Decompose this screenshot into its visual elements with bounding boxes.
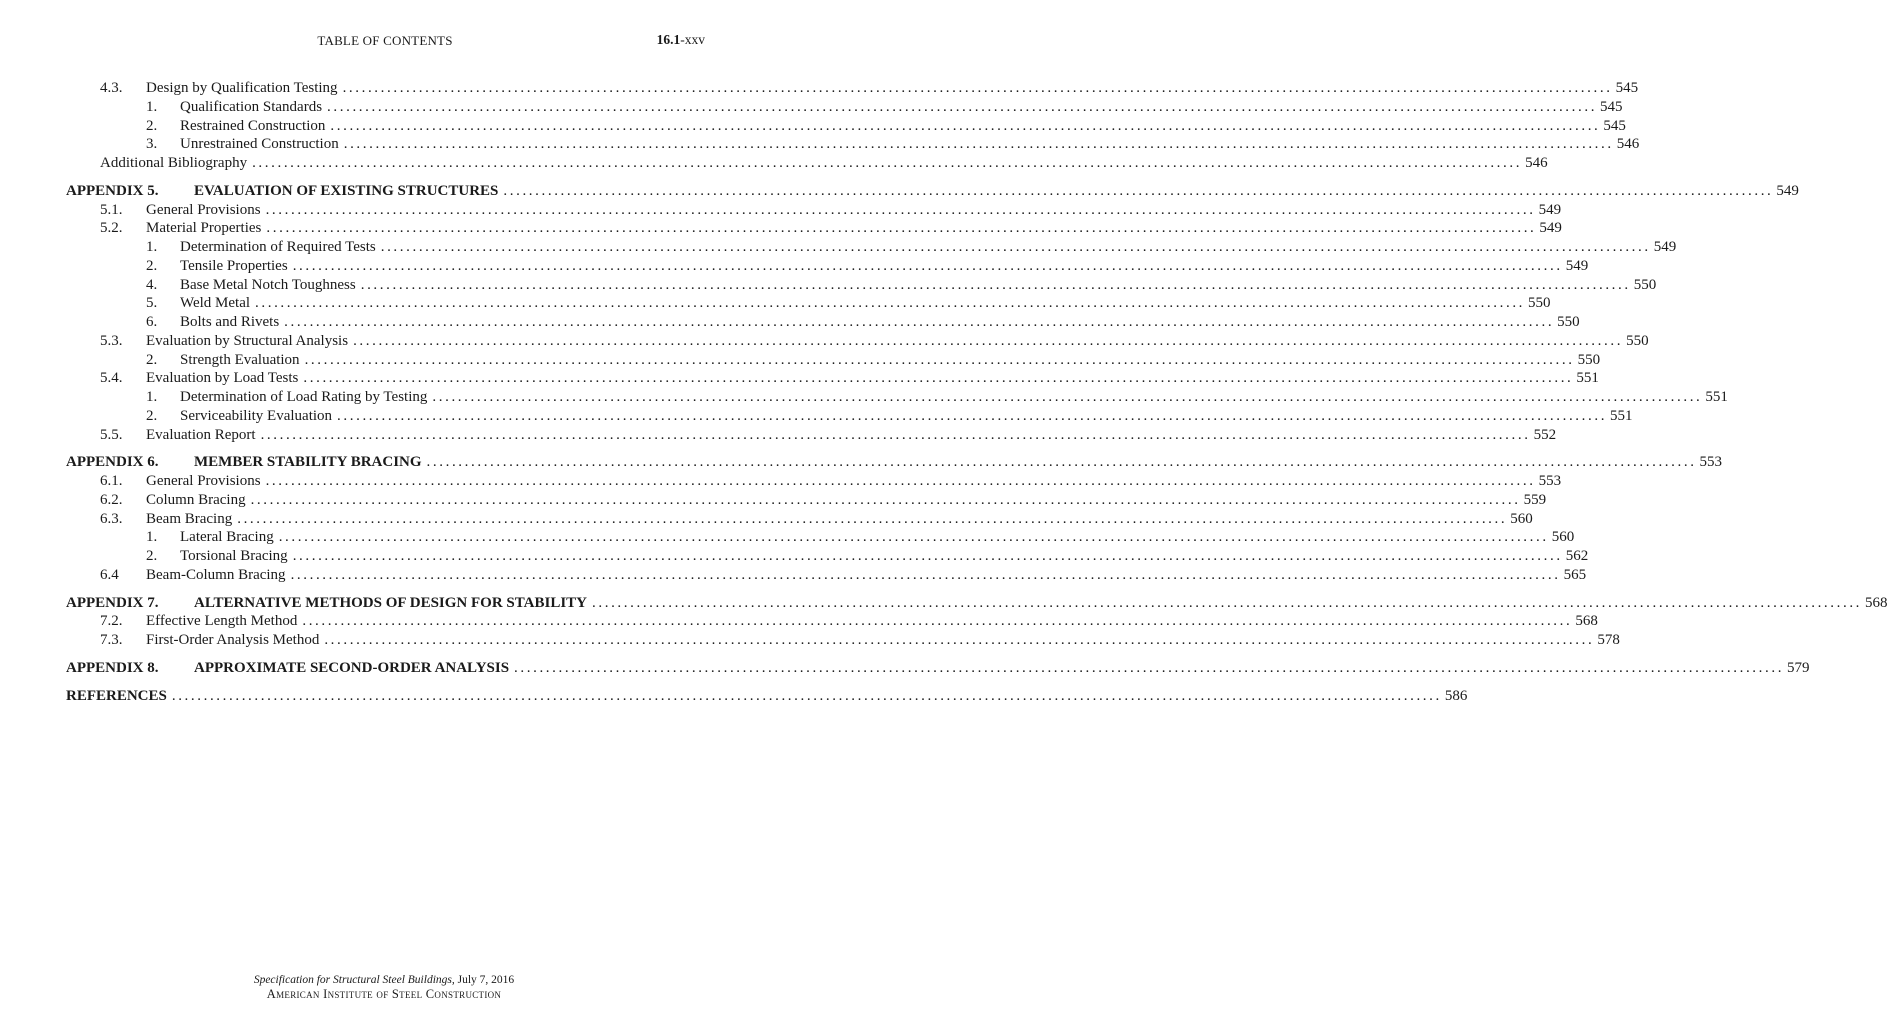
toc-entry-title: REFERENCES [66, 687, 167, 704]
toc-entry-title: Base Metal Notch Toughness [180, 276, 356, 293]
toc-entry-title-line [194, 181, 1799, 201]
toc-entry-number: 5.1. [100, 201, 123, 218]
toc-entry-number: APPENDIX 6. [66, 454, 159, 471]
toc-entry [0, 425, 1557, 445]
toc-entry-number: 2. [146, 548, 158, 564]
toc-entry-page: 549 [1539, 220, 1562, 237]
toc-entry-title-line [180, 406, 1633, 426]
toc-entry [0, 218, 1562, 238]
toc-entry-number: 6. [146, 314, 158, 330]
dot-leader: ........................................................................................................................................................................................................ [292, 548, 1563, 564]
toc-entry-number: 5.3. [100, 332, 123, 349]
toc-entry-title: Design by Qualification Testing [146, 80, 338, 96]
toc-entry-number: 6.3. [100, 510, 123, 527]
toc-entry-number: 4.3. [100, 80, 123, 96]
toc-entry-title: Evaluation by Load Tests [146, 370, 299, 387]
toc-entry-title-line [194, 658, 1810, 678]
toc-entry-page: 568 [1575, 613, 1598, 630]
toc-entry-title: Lateral Bracing [180, 529, 274, 546]
toc-entry-page: 550 [1633, 276, 1657, 293]
dot-leader: ........................................................................................................................................................................................................ [353, 332, 1624, 349]
toc-entry-number: 2. [146, 257, 158, 274]
toc-entry [0, 527, 1575, 547]
toc-entry-page: 549 [1565, 257, 1589, 274]
dot-leader: ........................................................................................................................................................................................................ [432, 389, 1703, 405]
toc-entry-title: Determination of Load Rating by Testing [180, 389, 428, 405]
dot-leader: ........................................................................................................................................................................................................ [237, 510, 1508, 527]
toc-entry-title: Weld Metal [180, 295, 251, 312]
toc-entry [0, 593, 1888, 613]
toc-entry-page: 552 [1533, 426, 1557, 443]
footer-date: July 7, 2016 [457, 974, 515, 986]
toc-entry-page: 550 [1626, 332, 1649, 349]
toc-entry [0, 350, 1601, 370]
toc-entry-title-line [146, 630, 1620, 650]
toc-entry [0, 490, 1547, 510]
toc-entry-page: 549 [1653, 239, 1677, 255]
dot-leader: ........................................................................................................................................................................................................ [266, 220, 1537, 237]
toc-entry [0, 546, 1589, 566]
dot-leader: ........................................................................................................................................................................................................ [324, 632, 1595, 648]
toc-entry-title-line [194, 452, 1723, 472]
dot-leader: ........................................................................................................................................................................................................ [342, 80, 1613, 96]
dot-leader: ........................................................................................................................................................................................................ [171, 687, 1442, 704]
toc-entry [0, 116, 1626, 136]
toc-entry-title-line [194, 593, 1888, 613]
toc-entry-title: Evaluation by Structural Analysis [146, 332, 349, 349]
toc-entry-title: Determination of Required Tests [180, 239, 376, 255]
toc-entry-number: 6.1. [100, 473, 123, 489]
toc-entry [0, 387, 1728, 407]
running-title: TABLE OF CONTENTS [317, 33, 453, 48]
toc-entry [0, 565, 1587, 585]
toc-entry-title-line [146, 200, 1562, 220]
toc-entry [0, 658, 1810, 678]
toc-entry-page: 545 [1600, 98, 1623, 115]
toc-entry-number: 1. [146, 529, 158, 546]
toc-entry-title-line [180, 237, 1677, 257]
dot-leader: ........................................................................................................................................................................................................ [265, 201, 1536, 218]
dot-leader: ........................................................................................................................................................................................................ [304, 351, 1575, 368]
toc-entry [0, 630, 1620, 650]
toc-entry-title-line [180, 256, 1589, 276]
toc-entry-page: 551 [1705, 389, 1728, 405]
toc-entry [0, 452, 1723, 472]
toc-entry-number: 7.3. [100, 632, 123, 648]
toc-entry-page: 562 [1565, 548, 1589, 564]
dot-leader: ........................................................................................................................................................................................................ [592, 594, 1863, 611]
toc-entry-number: 5.4. [100, 370, 123, 387]
dot-leader: ........................................................................................................................................................................................................ [284, 314, 1555, 330]
dot-leader: ........................................................................................................................................................................................................ [290, 566, 1561, 583]
toc-entry-number: 1. [146, 98, 158, 115]
toc-entry-title-line [180, 312, 1580, 332]
footer-spec-title: Specification for Structural Steel Buildings, [253, 974, 455, 986]
toc-entry-page: 550 [1577, 351, 1601, 368]
toc-entry-number: 6.4 [100, 566, 119, 583]
toc-entry-number: 1. [146, 389, 158, 405]
toc-entry-title-line [180, 546, 1589, 566]
dot-leader: ........................................................................................................................................................................................................ [250, 491, 1521, 508]
toc-entry [0, 368, 1599, 388]
toc-entry-title-line [100, 153, 1548, 173]
toc-entry-page: 550 [1528, 295, 1551, 312]
toc-entry-number: 4. [146, 276, 158, 293]
toc-entry-title-line [146, 331, 1649, 351]
dot-leader: ........................................................................................................................................................................................................ [265, 473, 1536, 489]
toc-entry [0, 331, 1649, 351]
toc-entry-title: Strength Evaluation [180, 351, 300, 368]
toc-entry-page: 586 [1444, 687, 1468, 704]
toc-entry-page: 560 [1551, 529, 1575, 546]
toc-entry-title: General Provisions [146, 201, 261, 218]
toc-entry [0, 509, 1533, 529]
toc-entry-title: First-Order Analysis Method [146, 632, 320, 648]
toc-entry-title-line [146, 218, 1562, 238]
toc-entry [0, 153, 1548, 173]
toc-entry-title: Beam-Column Bracing [146, 566, 286, 583]
toc-entry [0, 275, 1657, 295]
page-header [0, 30, 768, 52]
dot-leader: ........................................................................................................................................................................................................ [292, 257, 1563, 274]
toc-entry [0, 406, 1633, 426]
dot-leader: ........................................................................................................................................................................................................ [252, 155, 1523, 171]
dot-leader: ........................................................................................................................................................................................................ [260, 426, 1531, 443]
toc-entry-title: Material Properties [146, 220, 262, 237]
dot-leader: ........................................................................................................................................................................................................ [255, 295, 1526, 312]
toc-entry-number: APPENDIX 5. [66, 182, 159, 199]
toc-entry-title: Torsional Bracing [180, 548, 288, 564]
toc-entry-title-line [180, 387, 1728, 407]
toc-entry-title-line [180, 275, 1657, 295]
toc-entry-title-line [146, 78, 1639, 98]
toc-entry-number: 6.2. [100, 491, 123, 508]
dot-leader: ........................................................................................................................................................................................................ [360, 276, 1631, 293]
toc-entry-title-line [180, 134, 1640, 154]
toc-entry-number: 5.2. [100, 220, 123, 237]
dot-leader: ........................................................................................................................................................................................................ [514, 659, 1785, 676]
toc-entry-title-line [180, 350, 1601, 370]
toc-entry-title: EVALUATION OF EXISTING STRUCTURES [194, 182, 499, 199]
toc-entry [0, 134, 1640, 154]
dot-leader: ........................................................................................................................................................................................................ [327, 98, 1598, 115]
toc-entry-title-line [180, 293, 1551, 313]
toc-entry-title-line [146, 509, 1533, 529]
page-number [657, 32, 705, 48]
toc-entry-page: 545 [1603, 117, 1626, 134]
toc-entry-page: 551 [1576, 370, 1599, 387]
page-number-prefix: 16.1 [656, 32, 681, 47]
toc-entry-title: Evaluation Report [146, 426, 256, 443]
toc-entry-number: APPENDIX 7. [66, 594, 159, 611]
dot-leader: ........................................................................................................................................................................................................ [337, 407, 1608, 424]
toc-entry [0, 312, 1580, 332]
dot-leader: ........................................................................................................................................................................................................ [302, 613, 1573, 630]
toc-entry-title-line [146, 471, 1562, 491]
toc-entry-title-line [180, 527, 1575, 547]
toc-entry-page: 545 [1615, 80, 1639, 96]
toc-entry-title: General Provisions [146, 473, 261, 489]
toc-entry-page: 553 [1699, 454, 1723, 471]
toc-entry-title: Additional Bibliography [100, 155, 248, 171]
toc-entry [0, 686, 1468, 706]
toc-entry-page: 578 [1597, 632, 1620, 648]
toc-entry [0, 256, 1589, 276]
toc-entry-title: Effective Length Method [146, 613, 298, 630]
toc-entry-number: 2. [146, 351, 158, 368]
toc-entry [0, 237, 1677, 257]
toc-entry-number: 5.5. [100, 426, 123, 443]
toc-entry-title: Bolts and Rivets [180, 314, 280, 330]
toc-entry-title: Unrestrained Construction [180, 136, 339, 153]
toc-entry-title-line [146, 611, 1598, 631]
toc-entry [0, 611, 1598, 631]
toc-entry-title-line [180, 116, 1626, 136]
toc-entry-number: 3. [146, 136, 158, 153]
toc-entry-page: 549 [1776, 182, 1799, 199]
toc-entry-page: 565 [1563, 566, 1587, 583]
toc-entry-title-line [66, 686, 1468, 706]
toc-entry-title: Tensile Properties [180, 257, 288, 274]
toc-entry [0, 97, 1623, 117]
toc-entry-title: ALTERNATIVE METHODS OF DESIGN FOR STABILITY [194, 594, 588, 611]
toc-entry-title-line [146, 490, 1547, 510]
toc-entry-number: 2. [146, 117, 158, 134]
page-number-suffix: -xxv [680, 32, 705, 47]
dot-leader: ........................................................................................................................................................................................................ [343, 136, 1614, 153]
footer-organization: American Institute of Steel Construction [266, 987, 502, 1001]
toc-entry-title: Qualification Standards [180, 98, 323, 115]
toc-entry-title-line [180, 97, 1623, 117]
toc-entry-title: APPROXIMATE SECOND-ORDER ANALYSIS [194, 659, 510, 676]
toc-entry [0, 200, 1562, 220]
toc-entry-page: 546 [1525, 155, 1548, 171]
toc-entry [0, 471, 1562, 491]
toc-entry-page: 550 [1557, 314, 1580, 330]
toc-entry-page: 553 [1538, 473, 1562, 489]
dot-leader: ........................................................................................................................................................................................................ [278, 529, 1549, 546]
toc-entry-page: 559 [1523, 491, 1547, 508]
toc-entry-page: 579 [1787, 659, 1810, 676]
toc-entry-title-line [146, 565, 1587, 585]
toc-entry-title-line [146, 425, 1557, 445]
dot-leader: ........................................................................................................................................................................................................ [330, 117, 1601, 134]
toc-entry-title: MEMBER STABILITY BRACING [194, 454, 422, 471]
toc-entry [0, 293, 1551, 313]
toc-entry-page: 549 [1538, 201, 1562, 218]
toc-entry-number: 5. [146, 295, 158, 312]
toc-entry-title: Beam Bracing [146, 510, 233, 527]
toc-entry-title: Column Bracing [146, 491, 246, 508]
toc-entry-page: 546 [1616, 136, 1640, 153]
toc-entry-title: Restrained Construction [180, 117, 326, 134]
toc-entry-number: 2. [146, 407, 158, 424]
dot-leader: ........................................................................................................................................................................................................ [426, 454, 1697, 471]
toc-entry-page: 551 [1610, 407, 1633, 424]
toc-entry-page: 560 [1510, 510, 1533, 527]
toc-entry-page: 568 [1865, 594, 1888, 611]
dot-leader: ........................................................................................................................................................................................................ [303, 370, 1574, 387]
toc-entry-number: 7.2. [100, 613, 123, 630]
page-footer [0, 973, 768, 1001]
dot-leader: ........................................................................................................................................................................................................ [380, 239, 1651, 255]
toc-entry-number: APPENDIX 8. [66, 659, 159, 676]
toc-entry-title-line [146, 368, 1599, 388]
dot-leader: ........................................................................................................................................................................................................ [503, 182, 1774, 199]
toc-entry-title: Serviceability Evaluation [180, 407, 333, 424]
toc-entry-number: 1. [146, 239, 158, 255]
toc-entry [0, 181, 1799, 201]
toc-entry [0, 78, 1639, 98]
